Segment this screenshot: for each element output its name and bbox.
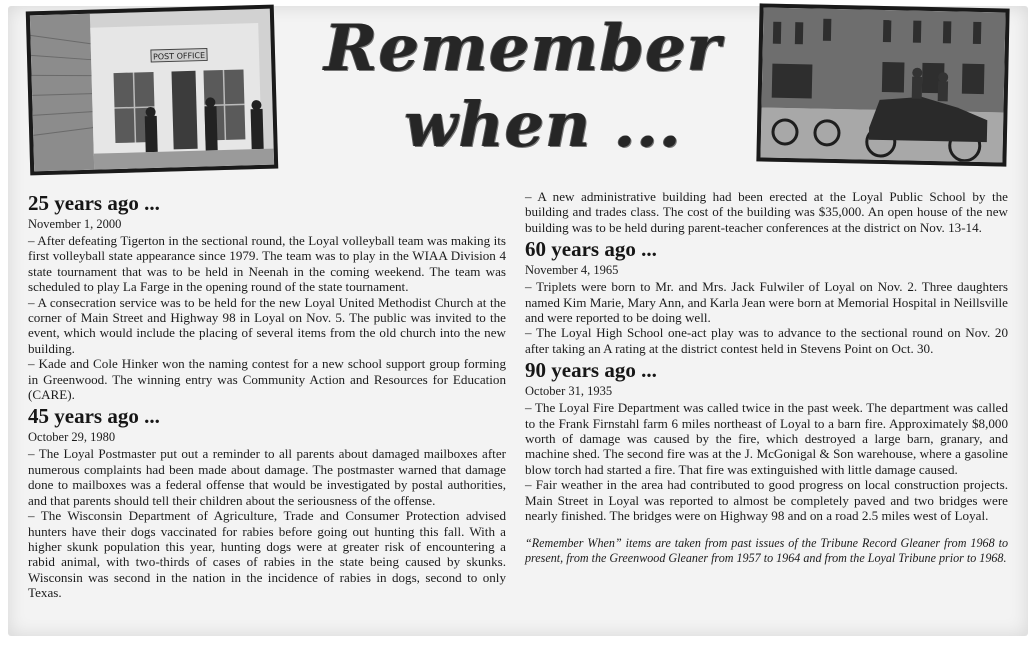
section-heading-60-years: 60 years ago ... [525, 237, 657, 262]
section-heading-45-years: 45 years ago ... [28, 404, 160, 429]
article-construction: – Fair weather in the area had contributed to good progress on local construction projects. Main Street in Loyal was reported to almost be completely paved and two bridges were nearly finished. The bridges were on Highway 98 and on a road 2.5 miles west of Loyal. [525, 477, 1008, 524]
section-date-90-years: October 31, 1935 [525, 384, 613, 399]
section-date-45-years: October 29, 1980 [28, 430, 116, 445]
article-one-act-play: – The Loyal High School one-act play was to advance to the sectional round on Nov. 20 after taking an A rating at the district contest held in Stevens Point on Oct. 30. [525, 325, 1008, 356]
article-mailboxes: – The Loyal Postmaster put out a reminder to all parents about damaged mailboxes after numerous complaints had been made about damage. The postmaster warned that damage done to mailboxes was a federal offense that would be investigated by postal authorities, and that parents should tell their children about the seriousness of the offense. [28, 446, 506, 508]
masthead-line-2: when ... [404, 88, 682, 161]
article-admin-building: – A new administrative building had been erected at the Loyal Public School by the building and trades class. The cost of the building was $35,000. An open house of the new building was to be held during parent-teacher conferences at the district on Nov. 13-14. [525, 189, 1008, 235]
article-fire-department: – The Loyal Fire Department was called twice in the past week. The department was called to the Frank Firnstahl farm 6 miles northeast of Loyal to a barn fire. Approximately $8,000 worth of damage was caused by the fire, which destroyed a large barn, granary, and machine shed. The second fire was at the J. McGonigal & Son warehouse, where a gasoline blow torch had started a fire. That fire was extinguished with little damage caused. [525, 400, 1008, 477]
article-volleyball: – After defeating Tigerton in the sectional round, the Loyal volleyball team was making its first volleyball state appearance since 1979. The team was to play in the WIAA Division 4 state tournament that was to be held in Neenah in the coming weekend. The team was scheduled to play La Farge in the opening round of the state tournament. [28, 233, 506, 295]
article-rabies: – The Wisconsin Department of Agriculture, Trade and Consumer Protection advised hunters have their dogs vaccinated for rabies before going out hunting this fall. With a higher skunk population this year, hunting dogs were at greater risk of encountering a rabid animal, with two-thirds of cases of rabies in the state being caused by skunks. Wisconsin was second in the nation in the incidence of rabies in dogs, second to only Texas. [28, 508, 506, 601]
masthead-line-1: Remember [324, 11, 722, 86]
section-heading-90-years: 90 years ago ... [525, 358, 657, 383]
source-footnote: “Remember When” items are taken from past issues of the Tribune Record Gleaner from 1968 to present, from the Greenwood Gleaner from 1957 to 1964 and from the Loyal Tribune prior to 1968. [525, 535, 1008, 565]
article-methodist-church: – A consecration service was to be held for the new Loyal United Methodist Church at the corner of Main Street and Highway 98 in Loyal on Nov. 5. The public was invited to the event, which would include the placing of several items from the old church into the new building. [28, 294, 506, 356]
masthead-title [288, 12, 758, 164]
post-office-sign: POST OFFICE [152, 51, 206, 62]
article-triplets: – Triplets were born to Mr. and Mrs. Jack Fulwiler of Loyal on Nov. 2. Three daughters named Kim Marie, Mary Ann, and Karla Jean were born at Memorial Hospital in Neillsville and were reported to be doing well. [525, 279, 1008, 326]
section-date-25-years: November 1, 2000 [28, 217, 122, 231]
main-street-car-photo [756, 3, 1009, 166]
section-date-60-years: November 4, 1965 [525, 263, 619, 278]
left-column [28, 189, 506, 601]
section-heading-25-years: 25 years ago ... [28, 191, 160, 215]
newspaper-page [8, 6, 1028, 636]
article-care-naming: – Kade and Cole Hinker won the naming contest for a new school support group forming in Greenwood. The winning entry was Community Action and Resources for Education (CARE). [28, 356, 506, 403]
post-office-photo [26, 5, 278, 176]
right-column [525, 189, 1008, 566]
